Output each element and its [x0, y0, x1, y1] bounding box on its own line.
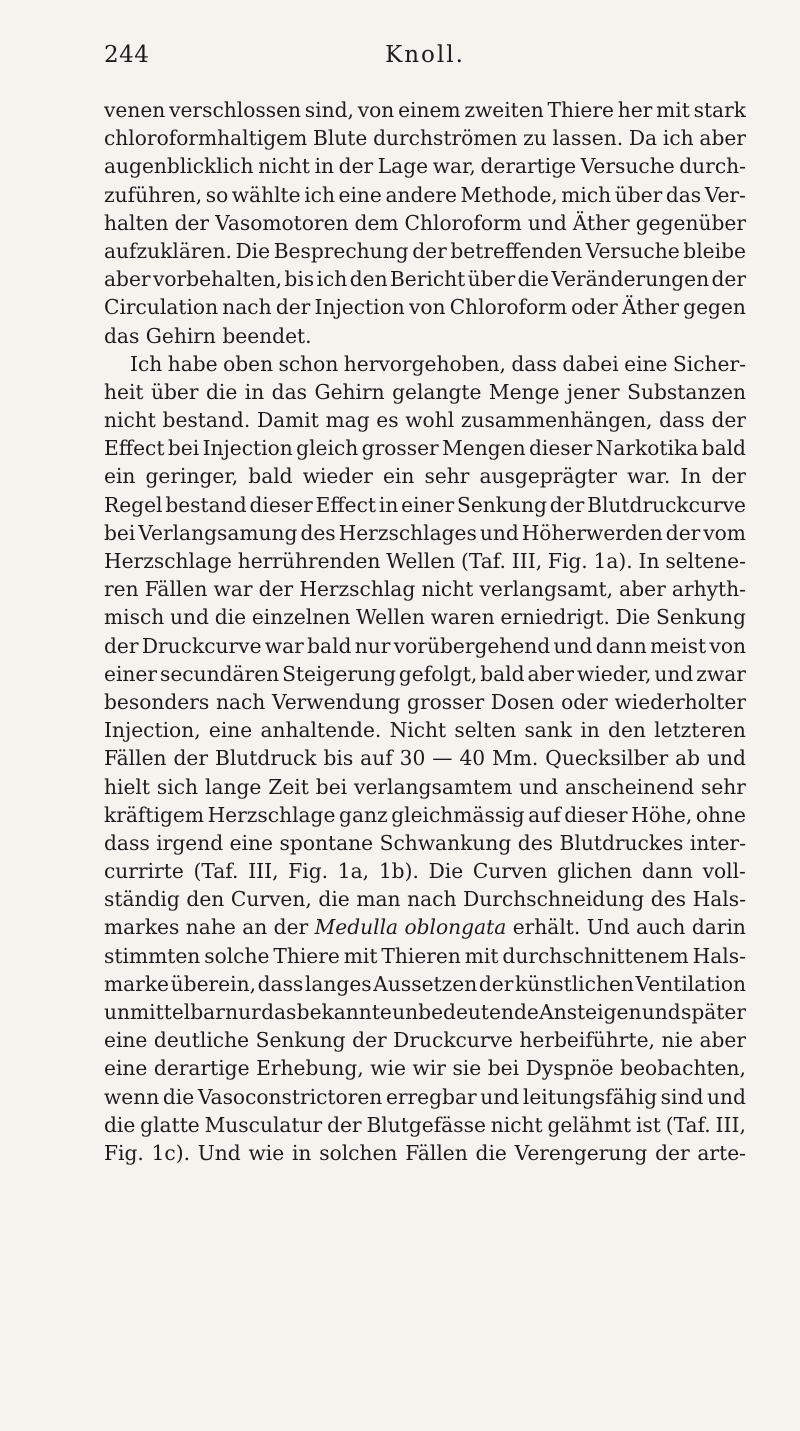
- text-line: halten der Vasomotoren dem Chloroform und Äther gegenüber: [104, 210, 746, 235]
- text-line: Effect bei Injection gleich grosser Mengen dieser Narkotika bald: [104, 436, 746, 461]
- text-line: Fig. 1c). Und wie in solchen Fällen die Verengerung der arte-: [104, 1140, 746, 1165]
- text-line: eine derartige Erhebung, wie wir sie bei Dyspnöe beobachten,: [104, 1056, 746, 1081]
- text-line: kräftigem Herzschlage ganz gleichmässig auf dieser Höhe, ohne: [104, 802, 746, 827]
- text-line: ständig den Curven, die man nach Durchschneidung des Hals-: [104, 887, 746, 912]
- text-line: eine deutliche Senkung der Druckcurve herbeiführte, nie aber: [104, 1028, 746, 1053]
- text-line: aber vorbehalten, bis ich den Bericht über die Veränderungen der: [104, 267, 746, 292]
- text-line: stimmten solche Thiere mit Thieren mit durchschnittenem Hals-: [104, 943, 746, 968]
- text-line: besonders nach Verwendung grosser Dosen oder wiederholter: [104, 689, 746, 714]
- text-line: marke überein, dass langes Aussetzen der künstlichen Ventilation: [104, 971, 746, 996]
- text-line: zuführen, so wählte ich eine andere Methode, mich über das Ver-: [104, 182, 746, 207]
- text-line: aufzuklären. Die Besprechung der betreffenden Versuche bleibe: [104, 238, 746, 263]
- text-line: markes nahe an der Medulla oblongata erhält. Und auch darin: [104, 915, 746, 940]
- text-line: unmittelbar nur das bekannte unbedeutende Ansteigen und später: [104, 1000, 746, 1024]
- text-line: Ich habe oben schon hervorgehoben, dass dabei eine Sicher-: [130, 351, 746, 376]
- text-line: Regel bestand dieser Effect in einer Senkung der Blutdruckcurve: [104, 492, 746, 517]
- body-text: [104, 96, 746, 1167]
- text-line: misch und die einzelnen Wellen waren erniedrigt. Die Senkung: [104, 605, 746, 630]
- text-line: Fällen der Blutdruck bis auf 30 — 40 Mm. Quecksilber ab und: [104, 746, 746, 771]
- text-line: chloroformhaltigem Blute durchströmen zu lassen. Da ich aber: [104, 126, 746, 151]
- text-line: heit über die in das Gehirn gelangte Menge jener Substanzen: [104, 379, 746, 404]
- text-line: Herzschlage herrührenden Wellen (Taf. III, Fig. 1a). In seltene-: [104, 549, 746, 573]
- text-line: Injection, eine anhaltende. Nicht selten sank in den letzteren: [104, 718, 746, 743]
- text-line: der Druckcurve war bald nur vorübergehend und dann meist von: [104, 633, 746, 658]
- text-line: augenblicklich nicht in der Lage war, derartige Versuche durch-: [104, 154, 746, 179]
- text-line: venen verschlossen sind, von einem zweiten Thiere her mit stark: [104, 98, 746, 122]
- text-line: ein geringer, bald wieder ein sehr ausgeprägter war. In der: [104, 464, 746, 489]
- page-header: [104, 42, 746, 82]
- running-head: Knoll.: [385, 42, 465, 68]
- text-line: nicht bestand. Damit mag es wohl zusammenhängen, dass der: [104, 408, 746, 433]
- text-line: ren Fällen war der Herzschlag nicht verlangsamt, aber arhyth-: [104, 577, 746, 602]
- text-line: die glatte Musculatur der Blutgefässe nicht gelähmt ist (Taf. III,: [104, 1112, 746, 1137]
- text-line: wenn die Vasoconstrictoren erregbar und leitungsfähig sind und: [104, 1084, 746, 1109]
- text-line: Circulation nach der Injection von Chloroform oder Äther gegen: [104, 295, 746, 320]
- text-line: einer secundären Steigerung gefolgt, bald aber wieder, und zwar: [104, 661, 746, 686]
- page-number: 244: [104, 42, 150, 68]
- text-line: dass irgend eine spontane Schwankung des Blutdruckes inter-: [104, 830, 746, 855]
- text-line: bei Verlangsamung des Herzschlages und Höherwerden der vom: [104, 520, 746, 545]
- text-line: currirte (Taf. III, Fig. 1a, 1b). Die Curven glichen dann voll-: [104, 859, 746, 884]
- text-line: hielt sich lange Zeit bei verlangsamtem und anscheinend sehr: [104, 774, 746, 799]
- text-line: das Gehirn beendet.: [104, 323, 312, 348]
